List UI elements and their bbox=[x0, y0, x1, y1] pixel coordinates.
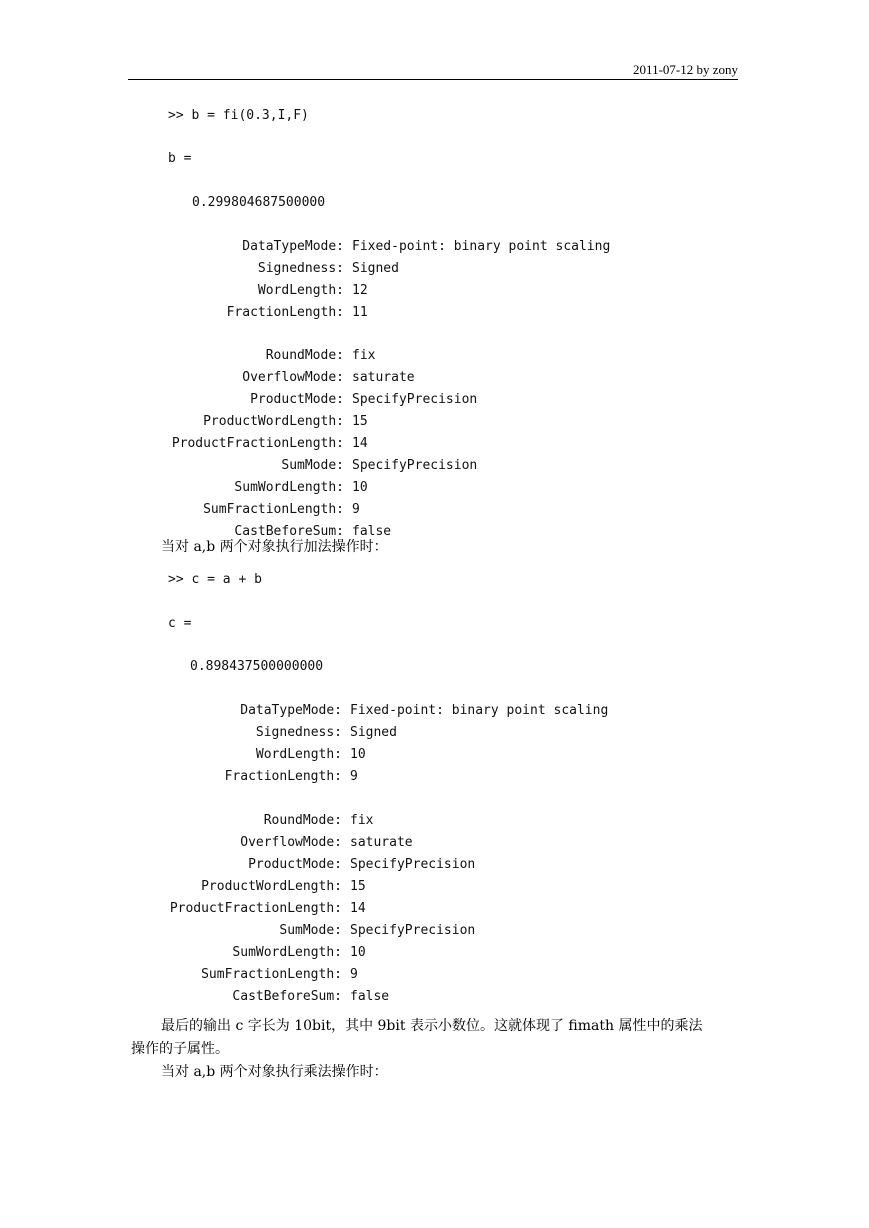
property-row bbox=[0, 499, 869, 521]
property-value: 10 bbox=[350, 945, 366, 960]
property-key: OverflowMode: bbox=[242, 370, 344, 385]
property-key: SumMode: bbox=[279, 923, 342, 938]
property-key: RoundMode: bbox=[265, 348, 344, 363]
property-row bbox=[0, 722, 869, 744]
properties-group1-c bbox=[0, 700, 869, 788]
property-key: Signedness: bbox=[255, 725, 342, 740]
var-line-b: b = bbox=[168, 151, 192, 166]
property-value: 14 bbox=[352, 436, 368, 451]
properties-group1-b bbox=[0, 236, 869, 324]
property-key: CastBeforeSum: bbox=[234, 524, 344, 539]
value-c: 0.898437500000000 bbox=[190, 659, 324, 674]
property-key: CastBeforeSum: bbox=[232, 989, 342, 1004]
property-value: 9 bbox=[352, 502, 360, 517]
property-row bbox=[0, 898, 869, 920]
property-key: RoundMode: bbox=[263, 813, 342, 828]
paragraph-mul-intro: 当对 a,b 两个对象执行乘法操作时： bbox=[161, 1064, 388, 1080]
property-key: ProductFractionLength: bbox=[169, 901, 342, 916]
property-row bbox=[0, 744, 869, 766]
property-key: SumWordLength: bbox=[232, 945, 342, 960]
property-value: false bbox=[352, 524, 392, 539]
property-value: SpecifyPrecision bbox=[350, 923, 476, 938]
property-key: SumWordLength: bbox=[234, 480, 344, 495]
property-value: 11 bbox=[352, 305, 368, 320]
property-row bbox=[0, 477, 869, 499]
paragraph-final-line2: 操作的子属性。 bbox=[131, 1041, 229, 1057]
property-value: Signed bbox=[352, 261, 399, 276]
property-value: 10 bbox=[350, 747, 366, 762]
property-value: 10 bbox=[352, 480, 368, 495]
property-key: DataTypeMode: bbox=[242, 239, 344, 254]
property-value: Signed bbox=[350, 725, 397, 740]
property-value: SpecifyPrecision bbox=[352, 392, 478, 407]
property-value: 15 bbox=[352, 414, 368, 429]
property-row bbox=[0, 766, 869, 788]
property-row bbox=[0, 700, 869, 722]
property-key: ProductMode: bbox=[248, 857, 342, 872]
property-value: 15 bbox=[350, 879, 366, 894]
property-key: FractionLength: bbox=[226, 305, 344, 320]
property-key: Signedness: bbox=[257, 261, 344, 276]
property-row bbox=[0, 345, 869, 367]
command-line-b: >> b = fi(0.3,I,F) bbox=[168, 108, 309, 123]
properties-group2-c bbox=[0, 810, 869, 1008]
property-row bbox=[0, 236, 869, 258]
property-value: Fixed-point: binary point scaling bbox=[350, 703, 609, 718]
property-key: FractionLength: bbox=[224, 769, 342, 784]
property-row bbox=[0, 280, 869, 302]
value-b: 0.299804687500000 bbox=[192, 195, 326, 210]
var-line-c: c = bbox=[168, 616, 192, 631]
property-row bbox=[0, 389, 869, 411]
property-value: 9 bbox=[350, 769, 358, 784]
property-row bbox=[0, 367, 869, 389]
property-value: saturate bbox=[352, 370, 415, 385]
property-key: DataTypeMode: bbox=[240, 703, 342, 718]
property-key: WordLength: bbox=[255, 747, 342, 762]
property-row bbox=[0, 433, 869, 455]
property-row bbox=[0, 942, 869, 964]
header-rule bbox=[128, 79, 738, 80]
property-value: fix bbox=[352, 348, 376, 363]
property-value: SpecifyPrecision bbox=[352, 458, 478, 473]
property-row bbox=[0, 832, 869, 854]
property-value: SpecifyPrecision bbox=[350, 857, 476, 872]
property-row bbox=[0, 964, 869, 986]
property-value: Fixed-point: binary point scaling bbox=[352, 239, 611, 254]
property-row bbox=[0, 876, 869, 898]
property-row bbox=[0, 986, 869, 1008]
property-key: WordLength: bbox=[257, 283, 344, 298]
properties-group2-b bbox=[0, 345, 869, 543]
property-value: 14 bbox=[350, 901, 366, 916]
property-row bbox=[0, 521, 869, 543]
property-value: 9 bbox=[350, 967, 358, 982]
property-value: saturate bbox=[350, 835, 413, 850]
property-key: OverflowMode: bbox=[240, 835, 342, 850]
property-row bbox=[0, 854, 869, 876]
property-key: ProductWordLength: bbox=[201, 879, 342, 894]
property-key: ProductMode: bbox=[250, 392, 344, 407]
paragraph-add-intro: 当对 a,b 两个对象执行加法操作时： bbox=[161, 539, 388, 555]
command-line-c: >> c = a + b bbox=[168, 572, 262, 587]
page-header: 2011-07-12 by zony bbox=[633, 62, 738, 77]
property-key: ProductWordLength: bbox=[203, 414, 344, 429]
property-key: SumFractionLength: bbox=[201, 967, 342, 982]
property-row bbox=[0, 411, 869, 433]
property-value: 12 bbox=[352, 283, 368, 298]
property-row bbox=[0, 810, 869, 832]
property-key: SumFractionLength: bbox=[203, 502, 344, 517]
property-row bbox=[0, 258, 869, 280]
paragraph-final-line1: 最后的输出 c 字长为 10bit，其中 9bit 表示小数位。这就体现了 fimath 属性中的乘法 bbox=[161, 1018, 703, 1034]
property-value: false bbox=[350, 989, 390, 1004]
property-row bbox=[0, 302, 869, 324]
property-row bbox=[0, 455, 869, 477]
property-row bbox=[0, 920, 869, 942]
property-key: ProductFractionLength: bbox=[171, 436, 344, 451]
property-key: SumMode: bbox=[281, 458, 344, 473]
property-value: fix bbox=[350, 813, 374, 828]
